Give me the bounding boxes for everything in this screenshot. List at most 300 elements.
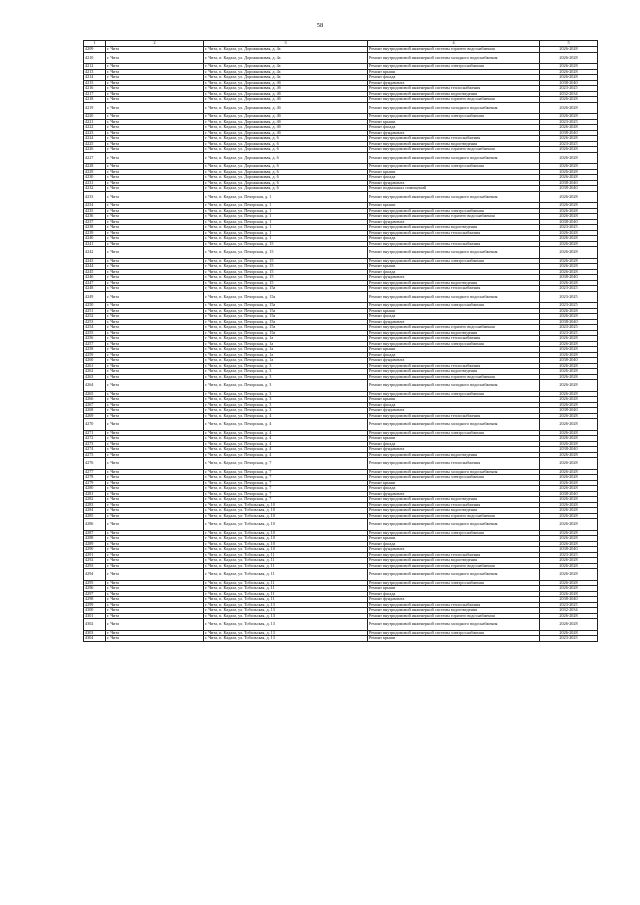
address-cell: г. Чита, п. Кадала, ул. Печорская, д. 15 — [204, 280, 368, 286]
period-cell: 2026-2028 — [540, 480, 598, 486]
period-cell: 2026-2028 — [540, 75, 598, 81]
work-type-cell: Ремонт фундамента — [368, 597, 540, 603]
address-cell: г. Чита, п. Кадала, ул. Печорская, д. 1 — [204, 225, 368, 231]
settlement-cell: г. Чита — [106, 397, 204, 403]
settlement-cell: г. Чита — [106, 225, 204, 231]
settlement-cell: г. Чита — [106, 247, 204, 259]
settlement-cell: г. Чита — [106, 264, 204, 270]
address-cell: г. Чита, п. Кадала, ул. Печорская, д. 15а — [204, 319, 368, 325]
address-cell: г. Чита, п. Кадала, ул. Печорская, д. 4 — [204, 447, 368, 453]
table-row — [84, 191, 598, 203]
work-type-cell: Ремонт крыши — [368, 636, 540, 642]
row-number-cell: 4210 — [84, 52, 106, 64]
row-number-cell: 4227 — [84, 152, 106, 164]
address-cell: г. Чита, п. Кадала, ул. Тобольская, д. 11 — [204, 563, 368, 569]
row-number-cell: 4281 — [84, 491, 106, 497]
row-number-cell: 4243 — [84, 258, 106, 264]
period-cell: 2023-2025 — [540, 602, 598, 608]
address-cell: г. Чита, п. Кадала, ул. Печорская, д. 3 — [204, 363, 368, 369]
period-cell: 2026-2028 — [540, 497, 598, 503]
period-cell: 2026-2028 — [540, 380, 598, 392]
settlement-cell: г. Чита — [106, 363, 204, 369]
period-cell: 2026-2028 — [540, 419, 598, 431]
row-number-cell: 4261 — [84, 363, 106, 369]
table-row — [84, 636, 598, 642]
settlement-cell: г. Чита — [106, 291, 204, 303]
settlement-cell: г. Чита — [106, 47, 204, 53]
period-cell: 2038-2040 — [540, 408, 598, 414]
row-number-cell: 4222 — [84, 125, 106, 131]
table-row — [84, 569, 598, 581]
period-cell: 2026-2028 — [540, 452, 598, 458]
work-type-cell: Ремонт внутридомовой инженерной системы теплоснабжения — [368, 241, 540, 247]
period-cell: 2038-2040 — [540, 275, 598, 281]
row-number-cell: 4244 — [84, 264, 106, 270]
work-type-cell: Ремонт внутридомовой инженерной системы водоотведения — [368, 91, 540, 97]
row-number-cell: 4257 — [84, 341, 106, 347]
settlement-cell: г. Чита — [106, 69, 204, 75]
settlement-cell: г. Чита — [106, 475, 204, 481]
address-cell: г. Чита, п. Кадала, ул. Дорожниковая, д. 6 — [204, 186, 368, 192]
period-cell: 2026-2028 — [540, 619, 598, 631]
work-type-cell: Ремонт внутридомовой инженерной системы горячего водоснабжения — [368, 374, 540, 380]
row-number-cell: 4273 — [84, 441, 106, 447]
period-cell: 2038-2040 — [540, 186, 598, 192]
address-cell: г. Чита, п. Кадала, ул. Дорожниковая, д. 4б — [204, 125, 368, 131]
row-number-cell: 4226 — [84, 147, 106, 153]
settlement-cell: г. Чита — [106, 319, 204, 325]
row-number-cell: 4225 — [84, 141, 106, 147]
period-cell: 2026-2028 — [540, 530, 598, 536]
work-type-cell: Ремонт внутридомовой инженерной системы электроснабжения — [368, 475, 540, 481]
address-cell: г. Чита, п. Кадала, ул. Печорская, д. 15а — [204, 291, 368, 303]
row-number-cell: 4300 — [84, 608, 106, 614]
work-type-cell: Ремонт внутридомовой инженерной системы холодного водоснабжения — [368, 569, 540, 581]
row-number-cell: 4303 — [84, 630, 106, 636]
settlement-cell: г. Чита — [106, 608, 204, 614]
address-cell: г. Чита, п. Кадала, ул. Печорская, д. 3 — [204, 380, 368, 392]
work-type-cell: Ремонт фундамента — [368, 180, 540, 186]
period-cell: 2023-2025 — [540, 119, 598, 125]
settlement-cell: г. Чита — [106, 636, 204, 642]
row-number-cell: 4265 — [84, 391, 106, 397]
address-cell: г. Чита, п. Кадала, ул. Печорская, д. 15 — [204, 258, 368, 264]
period-cell: 2026-2028 — [540, 369, 598, 375]
period-cell: 2026-2028 — [540, 341, 598, 347]
row-number-cell: 4220 — [84, 114, 106, 120]
row-number-cell: 4239 — [84, 230, 106, 236]
period-cell: 2026-2028 — [540, 147, 598, 153]
period-cell: 2026-2028 — [540, 513, 598, 519]
address-cell: г. Чита, п. Кадала, ул. Дорожниковая, д. 6 — [204, 136, 368, 142]
table-row — [84, 519, 598, 531]
period-cell: 2026-2028 — [540, 569, 598, 581]
period-cell: 2026-2028 — [540, 536, 598, 542]
settlement-cell: г. Чита — [106, 64, 204, 70]
settlement-cell: г. Чита — [106, 314, 204, 320]
address-cell: г. Чита, п. Кадала, ул. Печорская, д. 4 — [204, 436, 368, 442]
period-cell: 2026-2028 — [540, 236, 598, 242]
address-cell: г. Чита, п. Кадала, ул. Печорская, д. 1 — [204, 208, 368, 214]
period-cell: 2032-2034 — [540, 91, 598, 97]
period-cell: 2026-2028 — [540, 363, 598, 369]
settlement-cell: г. Чита — [106, 480, 204, 486]
settlement-cell: г. Чита — [106, 508, 204, 514]
period-cell: 2026-2028 — [540, 64, 598, 70]
settlement-cell: г. Чита — [106, 164, 204, 170]
period-cell: 2026-2028 — [540, 247, 598, 259]
settlement-cell: г. Чита — [106, 241, 204, 247]
work-type-cell: Ремонт внутридомовой инженерной системы водоотведения — [368, 330, 540, 336]
period-cell: 2023-2025 — [540, 303, 598, 309]
row-number-cell: 4267 — [84, 402, 106, 408]
row-number-cell: 4283 — [84, 502, 106, 508]
period-cell: 2026-2028 — [540, 352, 598, 358]
row-number-cell: 4218 — [84, 97, 106, 103]
period-cell: 2038-2040 — [540, 219, 598, 225]
settlement-cell: г. Чита — [106, 619, 204, 631]
work-type-cell: Ремонт внутридомовой инженерной системы электроснабжения — [368, 580, 540, 586]
period-cell: 2026-2028 — [540, 336, 598, 342]
settlement-cell: г. Чита — [106, 358, 204, 364]
address-cell: г. Чита, п. Кадала, ул. Печорская, д. 1 — [204, 203, 368, 209]
row-number-cell: 4213 — [84, 69, 106, 75]
row-number-cell: 4235 — [84, 208, 106, 214]
work-type-cell: Ремонт фундамента — [368, 491, 540, 497]
address-cell: г. Чита, п. Кадала, ул. Печорская, д. 4 — [204, 413, 368, 419]
row-number-cell: 4299 — [84, 602, 106, 608]
address-cell: г. Чита, п. Кадала, ул. Печорская, д. 7 — [204, 475, 368, 481]
period-cell: 2023-2025 — [540, 225, 598, 231]
settlement-cell: г. Чита — [106, 336, 204, 342]
row-number-cell: 4256 — [84, 336, 106, 342]
settlement-cell: г. Чита — [106, 114, 204, 120]
work-type-cell: Ремонт внутридомовой инженерной системы электроснабжения — [368, 341, 540, 347]
work-type-cell: Ремонт фундамента — [368, 547, 540, 553]
work-type-cell: Ремонт фундамента — [368, 80, 540, 86]
row-number-cell: 4266 — [84, 397, 106, 403]
settlement-cell: г. Чита — [106, 519, 204, 531]
row-number-cell: 4259 — [84, 352, 106, 358]
row-number-cell: 4269 — [84, 413, 106, 419]
work-type-cell: Ремонт внутридомовой инженерной системы водоотведения — [368, 608, 540, 614]
address-cell: г. Чита, п. Кадала, ул. Печорская, д. 7 — [204, 480, 368, 486]
period-cell: 2023-2025 — [540, 286, 598, 292]
work-type-cell: Ремонт фасада — [368, 402, 540, 408]
work-type-cell: Ремонт крыши — [368, 169, 540, 175]
row-number-cell: 4238 — [84, 225, 106, 231]
row-number-cell: 4298 — [84, 597, 106, 603]
settlement-cell: г. Чита — [106, 547, 204, 553]
settlement-cell: г. Чита — [106, 86, 204, 92]
row-number-cell: 4304 — [84, 636, 106, 642]
work-type-cell: Ремонт внутридомовой инженерной системы теплоснабжения — [368, 502, 540, 508]
settlement-cell: г. Чита — [106, 469, 204, 475]
work-type-cell: Ремонт внутридомовой инженерной системы водоотведения — [368, 558, 540, 564]
settlement-cell: г. Чита — [106, 380, 204, 392]
period-cell: 2026-2028 — [540, 175, 598, 181]
settlement-cell: г. Чита — [106, 613, 204, 619]
settlement-cell: г. Чита — [106, 280, 204, 286]
settlement-cell: г. Чита — [106, 75, 204, 81]
table-body — [84, 41, 598, 642]
period-cell: 2026-2028 — [540, 164, 598, 170]
period-cell: 2026-2028 — [540, 475, 598, 481]
address-cell: г. Чита, п. Кадала, ул. Печорская, д. 3 — [204, 402, 368, 408]
period-cell: 2026-2028 — [540, 203, 598, 209]
address-cell: г. Чита, п. Кадала, ул. Тобольская, д. 11 — [204, 586, 368, 592]
address-cell: г. Чита, п. Кадала, ул. Дорожниковая, д. 4б — [204, 80, 368, 86]
work-type-cell: Ремонт фасада — [368, 269, 540, 275]
row-number-cell: 4290 — [84, 547, 106, 553]
period-cell: 2038-2040 — [540, 358, 598, 364]
work-type-cell: Ремонт фасада — [368, 441, 540, 447]
work-type-cell: Ремонт внутридомовой инженерной системы водоотведения — [368, 369, 540, 375]
work-type-cell: Ремонт внутридомовой инженерной системы горячего водоснабжения — [368, 97, 540, 103]
row-number-cell: 4268 — [84, 408, 106, 414]
row-number-cell: 4285 — [84, 513, 106, 519]
settlement-cell: г. Чита — [106, 347, 204, 353]
period-cell: 2026-2028 — [540, 402, 598, 408]
row-number-cell: 4275 — [84, 452, 106, 458]
row-number-cell: 4295 — [84, 580, 106, 586]
settlement-cell: г. Чита — [106, 308, 204, 314]
settlement-cell: г. Чита — [106, 186, 204, 192]
settlement-cell: г. Чита — [106, 441, 204, 447]
address-cell: г. Чита, п. Кадала, ул. Тобольская, д. 11 — [204, 591, 368, 597]
period-cell: 2026-2028 — [540, 47, 598, 53]
address-cell: г. Чита, п. Кадала, ул. Печорская, д. 1а — [204, 352, 368, 358]
work-type-cell: Ремонт внутридомовой инженерной системы водоотведения — [368, 280, 540, 286]
settlement-cell: г. Чита — [106, 147, 204, 153]
address-cell: г. Чита, п. Кадала, ул. Печорская, д. 4 — [204, 452, 368, 458]
period-cell: 2026-2028 — [540, 280, 598, 286]
settlement-cell: г. Чита — [106, 258, 204, 264]
row-number-cell: 4277 — [84, 469, 106, 475]
table-row — [84, 419, 598, 431]
address-cell: г. Чита, п. Кадала, ул. Тобольская, д. 10 — [204, 530, 368, 536]
period-cell: 2026-2028 — [540, 230, 598, 236]
period-cell: 2026-2028 — [540, 97, 598, 103]
work-type-cell: Ремонт внутридомовой инженерной системы электроснабжения — [368, 530, 540, 536]
row-number-cell: 4260 — [84, 358, 106, 364]
settlement-cell: г. Чита — [106, 563, 204, 569]
work-type-cell: Ремонт внутридомовой инженерной системы горячего водоснабжения — [368, 325, 540, 331]
work-type-cell: Ремонт фасада — [368, 486, 540, 492]
settlement-cell: г. Чита — [106, 136, 204, 142]
address-cell: г. Чита, п. Кадала, ул. Печорская, д. 1а — [204, 341, 368, 347]
row-number-cell: 4288 — [84, 536, 106, 542]
address-cell: г. Чита, п. Кадала, ул. Тобольская, д. 10 — [204, 547, 368, 553]
settlement-cell: г. Чита — [106, 541, 204, 547]
settlement-cell: г. Чита — [106, 80, 204, 86]
settlement-cell: г. Чита — [106, 130, 204, 136]
period-cell: 2026-2028 — [540, 436, 598, 442]
period-cell: 2026-2028 — [540, 314, 598, 320]
work-type-cell: Ремонт фундамента — [368, 408, 540, 414]
work-type-cell: Ремонт фасада — [368, 236, 540, 242]
work-type-cell: Ремонт внутридомовой инженерной системы электроснабжения — [368, 258, 540, 264]
period-cell: 2023-2025 — [540, 141, 598, 147]
period-cell: 2026-2028 — [540, 613, 598, 619]
address-cell: г. Чита, п. Кадала, ул. Печорская, д. 1а — [204, 358, 368, 364]
period-cell: 2023-2025 — [540, 552, 598, 558]
table-row — [84, 291, 598, 303]
row-number-cell: 4258 — [84, 347, 106, 353]
address-cell: г. Чита, п. Кадала, ул. Тобольская, д. 11 — [204, 597, 368, 603]
row-number-cell: 4252 — [84, 314, 106, 320]
period-cell: 2026-2028 — [540, 69, 598, 75]
row-number-cell: 4224 — [84, 136, 106, 142]
address-cell: г. Чита, п. Кадала, ул. Тобольская, д. 13 — [204, 608, 368, 614]
address-cell: г. Чита, п. Кадала, ул. Печорская, д. 15а — [204, 325, 368, 331]
settlement-cell: г. Чита — [106, 191, 204, 203]
row-number-cell: 4228 — [84, 164, 106, 170]
table-row — [84, 458, 598, 470]
row-number-cell: 4276 — [84, 458, 106, 470]
period-cell: 2023-2025 — [540, 86, 598, 92]
period-cell: 2026-2028 — [540, 558, 598, 564]
work-type-cell: Ремонт внутридомовой инженерной системы теплоснабжения — [368, 413, 540, 419]
settlement-cell: г. Чита — [106, 630, 204, 636]
work-type-cell: Ремонт фасада — [368, 352, 540, 358]
row-number-cell: 4212 — [84, 64, 106, 70]
work-type-cell: Ремонт внутридомовой инженерной системы горячего водоснабжения — [368, 513, 540, 519]
period-cell: 2026-2028 — [540, 264, 598, 270]
address-cell: г. Чита, п. Кадала, ул. Печорская, д. 1 — [204, 219, 368, 225]
period-cell: 2026-2028 — [540, 208, 598, 214]
address-cell: г. Чита, п. Кадала, ул. Дорожниковая, д. 6 — [204, 180, 368, 186]
work-type-cell: Ремонт внутридомовой инженерной системы теплоснабжения — [368, 336, 540, 342]
work-type-cell: Ремонт внутридомовой инженерной системы холодного водоснабжения — [368, 247, 540, 259]
row-number-cell: 4271 — [84, 430, 106, 436]
settlement-cell: г. Чита — [106, 230, 204, 236]
row-number-cell: 4234 — [84, 203, 106, 209]
work-type-cell: Ремонт крыши — [368, 436, 540, 442]
settlement-cell: г. Чита — [106, 152, 204, 164]
settlement-cell: г. Чита — [106, 352, 204, 358]
address-cell: г. Чита, п. Кадала, ул. Дорожниковая, д. 6 — [204, 164, 368, 170]
settlement-cell: г. Чита — [106, 419, 204, 431]
address-cell: г. Чита, п. Кадала, ул. Дорожниковая, д. 4а — [204, 47, 368, 53]
row-number-cell: 4215 — [84, 80, 106, 86]
address-cell: г. Чита, п. Кадала, ул. Дорожниковая, д. 4а — [204, 52, 368, 64]
settlement-cell: г. Чита — [106, 269, 204, 275]
period-cell: 2026-2028 — [540, 169, 598, 175]
row-number-cell: 4278 — [84, 475, 106, 481]
period-cell: 2038-2040 — [540, 130, 598, 136]
address-cell: г. Чита, п. Кадала, ул. Печорская, д. 1 — [204, 191, 368, 203]
period-cell: 2026-2028 — [540, 52, 598, 64]
period-cell: 2038-2040 — [540, 447, 598, 453]
work-type-cell: Ремонт крыши — [368, 264, 540, 270]
settlement-cell: г. Чита — [106, 536, 204, 542]
row-number-cell: 4297 — [84, 591, 106, 597]
row-number-cell: 4272 — [84, 436, 106, 442]
work-type-cell: Ремонт фундамента — [368, 130, 540, 136]
address-cell: г. Чита, п. Кадала, ул. Печорская, д. 15 — [204, 264, 368, 270]
address-cell: г. Чита, п. Кадала, ул. Печорская, д. 15а — [204, 308, 368, 314]
address-cell: г. Чита, п. Кадала, ул. Печорская, д. 3 — [204, 374, 368, 380]
settlement-cell: г. Чита — [106, 325, 204, 331]
period-cell: 2038-2040 — [540, 319, 598, 325]
work-type-cell: Ремонт подвальных помещений — [368, 186, 540, 192]
settlement-cell: г. Чита — [106, 458, 204, 470]
work-type-cell: Ремонт внутридомовой инженерной системы холодного водоснабжения — [368, 619, 540, 631]
settlement-cell: г. Чита — [106, 391, 204, 397]
settlement-cell: г. Чита — [106, 591, 204, 597]
work-type-cell: Ремонт внутридомовой инженерной системы электроснабжения — [368, 303, 540, 309]
work-type-cell: Ремонт внутридомовой инженерной системы горячего водоснабжения — [368, 47, 540, 53]
row-number-cell: 4291 — [84, 552, 106, 558]
address-cell: г. Чита, п. Кадала, ул. Дорожниковая, д. 6 — [204, 147, 368, 153]
period-cell: 2026-2028 — [540, 630, 598, 636]
page-number: 58 — [316, 22, 324, 29]
address-cell: г. Чита, п. Кадала, ул. Тобольская, д. 10 — [204, 513, 368, 519]
period-cell: 2038-2040 — [540, 491, 598, 497]
address-cell: г. Чита, п. Кадала, ул. Печорская, д. 15 — [204, 241, 368, 247]
period-cell: 2026-2028 — [540, 502, 598, 508]
period-cell: 2026-2028 — [540, 586, 598, 592]
work-type-cell: Ремонт внутридомовой инженерной системы холодного водоснабжения — [368, 380, 540, 392]
period-cell: 2026-2028 — [540, 308, 598, 314]
work-type-cell: Ремонт крыши — [368, 347, 540, 353]
settlement-cell: г. Чита — [106, 91, 204, 97]
row-number-cell: 4279 — [84, 480, 106, 486]
settlement-cell: г. Чита — [106, 486, 204, 492]
work-type-cell: Ремонт фундамента — [368, 319, 540, 325]
settlement-cell: г. Чита — [106, 580, 204, 586]
period-cell: 2026-2028 — [540, 413, 598, 419]
row-number-cell: 4216 — [84, 86, 106, 92]
row-number-cell: 4282 — [84, 497, 106, 503]
settlement-cell: г. Чита — [106, 491, 204, 497]
settlement-cell: г. Чита — [106, 530, 204, 536]
row-number-cell: 4221 — [84, 119, 106, 125]
address-cell: г. Чита, п. Кадала, ул. Печорская, д. 15 — [204, 247, 368, 259]
work-type-cell: Ремонт внутридомовой инженерной системы теплоснабжения — [368, 602, 540, 608]
row-number-cell: 4289 — [84, 541, 106, 547]
row-number-cell: 4255 — [84, 330, 106, 336]
row-number-cell: 4251 — [84, 308, 106, 314]
settlement-cell: г. Чита — [106, 236, 204, 242]
address-cell: г. Чита, п. Кадала, ул. Дорожниковая, д. 4а — [204, 69, 368, 75]
period-cell: 2026-2028 — [540, 191, 598, 203]
work-type-cell: Ремонт внутридомовой инженерной системы горячего водоснабжения — [368, 613, 540, 619]
row-number-cell: 4229 — [84, 169, 106, 175]
settlement-cell: г. Чита — [106, 552, 204, 558]
address-cell: г. Чита, п. Кадала, ул. Печорская, д. 15а — [204, 330, 368, 336]
settlement-cell: г. Чита — [106, 597, 204, 603]
work-type-cell: Ремонт фасада — [368, 591, 540, 597]
period-cell: 2026-2028 — [540, 580, 598, 586]
row-number-cell: 4247 — [84, 280, 106, 286]
row-number-cell: 4241 — [84, 241, 106, 247]
period-cell: 2026-2028 — [540, 241, 598, 247]
row-number-cell: 4217 — [84, 91, 106, 97]
address-cell: г. Чита, п. Кадала, ул. Печорская, д. 7 — [204, 469, 368, 475]
work-type-cell: Ремонт крыши — [368, 586, 540, 592]
header-cell: 2 — [106, 41, 204, 47]
settlement-cell: г. Чита — [106, 341, 204, 347]
address-cell: г. Чита, п. Кадала, ул. Тобольская, д. 13 — [204, 613, 368, 619]
period-cell: 2026-2028 — [540, 269, 598, 275]
settlement-cell: г. Чита — [106, 125, 204, 131]
period-cell: 2026-2028 — [540, 430, 598, 436]
row-number-cell: 4284 — [84, 508, 106, 514]
address-cell: г. Чита, п. Кадала, ул. Печорская, д. 1 — [204, 214, 368, 220]
work-type-cell: Ремонт внутридомовой инженерной системы теплоснабжения — [368, 230, 540, 236]
